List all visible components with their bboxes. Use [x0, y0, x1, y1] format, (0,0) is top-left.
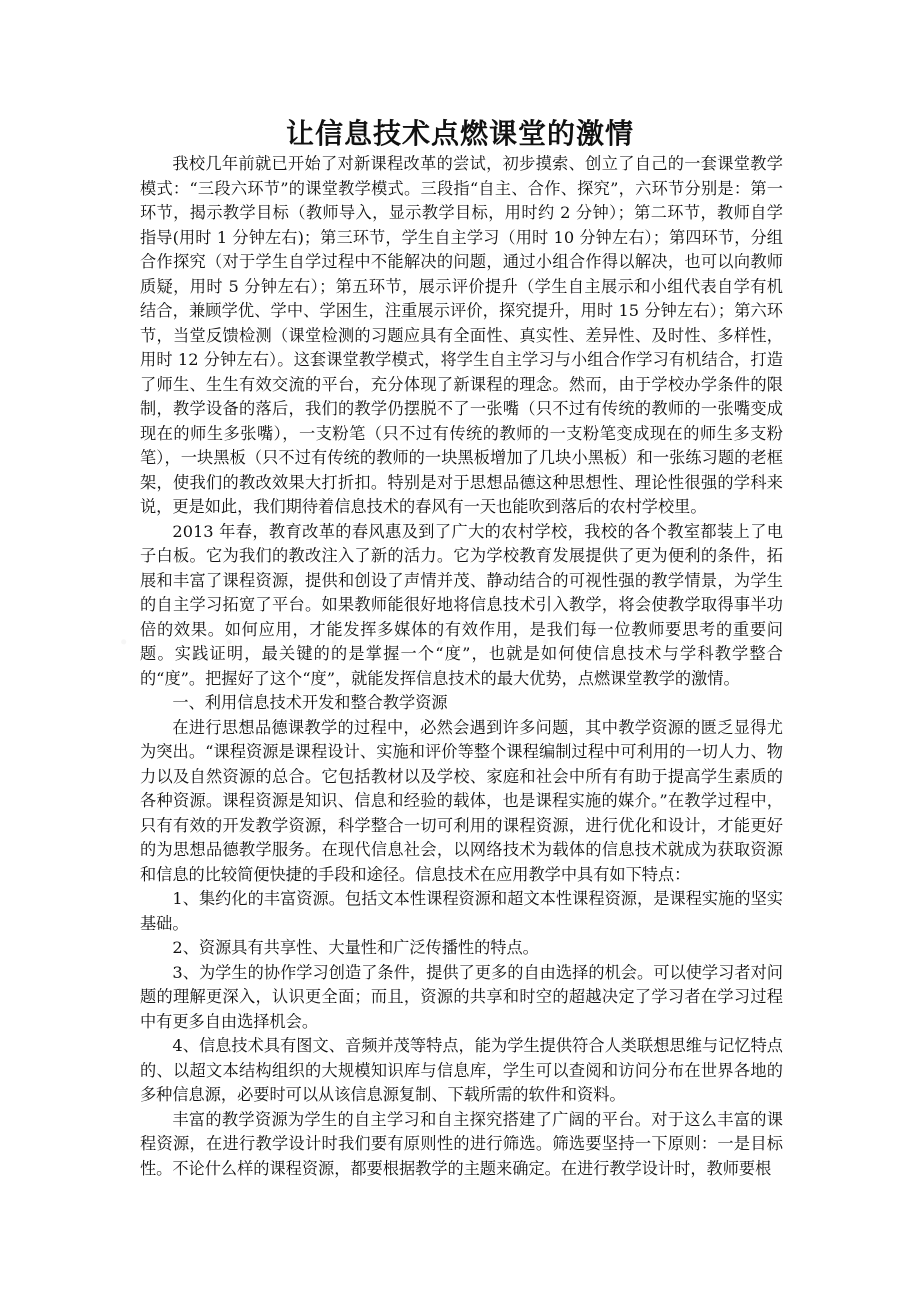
list-item-2: 2、资源具有共享性、大量性和广泛传播性的特点。 — [172, 938, 539, 957]
document-body — [140, 152, 783, 1181]
list-item-3: 3、为学生的协作学习创造了条件，提供了更多的自由选择的机会。可以使学习者对问题的理解更深入，认识更全面；而且，资源的共享和时空的超越决定了学习者在学习过程中有更多自由选择机会。 — [140, 962, 783, 1031]
section-heading-1: 一、利用信息技术开发和整合教学资源 — [172, 693, 448, 712]
paragraph-selection: 丰富的教学资源为学生的自主学习和自主探究搭建了广阔的平台。对于这么丰富的课程资源，在进行教学设计时我们要有原则性的进行筛选。筛选要坚持一下原则：一是目标性。不论什么样的课程资源，都要根据教学的主题来确定。在进行教学设计时，教师要根 — [140, 1109, 783, 1178]
list-item-4: 4、信息技术具有图文、音频并茂等特点，能为学生提供符合人类联想思维与记忆特点的、以超文本结构组织的大规模知识库与信息库，学生可以查阅和访问分布在世界各地的多种信息源，必要时可以从该信息源复制、下载所需的软件和资料。 — [140, 1036, 783, 1104]
list-item-1: 1、集约化的丰富资源。包括文本性课程资源和超文本性课程资源，是课程实施的坚实基础。 — [140, 889, 783, 933]
paragraph-2013: 2013 年春，教育改革的春风惠及到了广大的农村学校，我校的各个教室都装上了电子白板。它为我们的教改注入了新的活力。它为学校教育发展提供了更为便利的条件，拓展和丰富了课程资源，提供和创设了声情并茂、静动结合的可视性强的教学情景，为学生的自主学习拓宽了平台。如果教师能很好地将信息技术引入教学，将会使教学取得事半功倍的效果。如何应用，才能发挥多媒体的有效作用，是我们每一位教师要思考的重要问题。实践证明，最关键的的是掌握一个“度”，也就是如何使信息技术与学科教学整合的“度”。把握好了这个“度”，就能发挥信息技术的最大优势，点燃课堂教学的激情。 — [140, 521, 783, 688]
paragraph-resources: 在进行思想品德课教学的过程中，必然会遇到许多问题，其中教学资源的匮乏显得尤为突出。“课程资源是课程设计、实施和评价等整个课程编制过程中可利用的一切人力、物力以及自然资源的总合。它包括教材以及学校、家庭和社会中所有有助于提高学生素质的各种资源。课程资源是知识、信息和经验的载体，也是课程实施的媒介。”在教学过程中，只有有效的开发教学资源，科学整合一切可利用的课程资源，进行优化和设计，才能更好的为思想品德教学服务。在现代信息社会，以网络技术为载体的信息技术就成为获取资源和信息的比较简便快捷的手段和途径。信息技术在应用教学中具有如下特点： — [140, 717, 783, 884]
document-title: 让信息技术点燃课堂的激情 — [285, 117, 634, 150]
paragraph-intro: 我校几年前就已开始了对新课程改革的尝试，初步摸索、创立了自己的一套课堂教学模式：“三段六环节”的课堂教学模式。三段指“自主、合作、探究”，六环节分别是：第一环节，揭示教学目标（教师导入，显示教学目标，用时约 2 分钟）；第二环节，教师自学指导(用时 1 分钟左右)；第三环节，学生自主学习（用时 10 分钟左右）；第四环节，分组合作探究（对于学生自学过程中不能解决的问题，通过小组合作得以解决，也可以向教师质疑，用时 5 分钟左右）；第五环节，展示评价提升（学生自主展示和小组代表自学有机结合，兼顾学优、学中、学困生，注重展示评价，探究提升，用时 15 分钟左右）；第六环节，当堂反馈检测（课堂检测的习题应具有全面性、真实性、差异性、及时性、多样性，用时 12 分钟左右）。这套课堂教学模式，将学生自主学习与小组合作学习有机结合，打造了师生、生生有效交流的平台，充分体现了新课程的理念。然而，由于学校办学条件的限制，教学设备的落后，我们的教学仍摆脱不了一张嘴（只不过有传统的教师的一张嘴变成现在的师生多张嘴），一支粉笔（只不过有传统的教师的一支粉笔变成现在的师生多支粉笔），一块黑板（只不过有传统的教师的一块黑板增加了几块小黑板）和一张练习题的老框架，使我们的教改效果大打折扣。特别是对于思想品德这种思想性、理论性很强的学科来说，更是如此，我们期待着信息技术的春风有一天也能吹到落后的农村学校里。 — [140, 154, 783, 516]
